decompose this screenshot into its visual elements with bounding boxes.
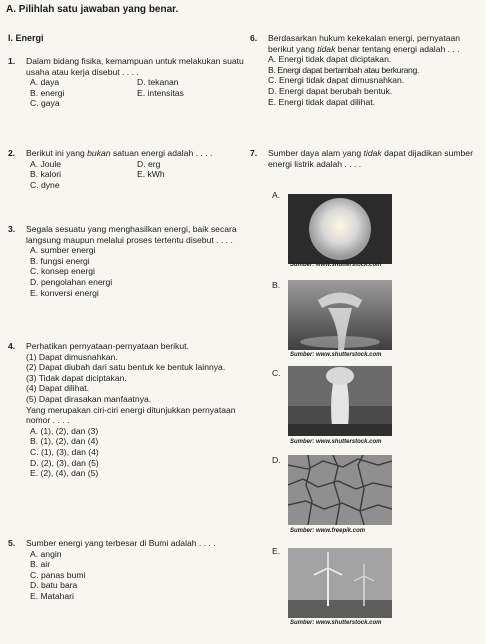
option-b[interactable]: B. Energi dapat bertambah atau berkurang. xyxy=(268,64,419,75)
option-d[interactable]: D. batu bara xyxy=(30,580,78,591)
option-e[interactable]: E. xyxy=(272,546,281,556)
question-3 xyxy=(8,224,244,298)
option-d[interactable]: D. pengolahan energi xyxy=(30,276,113,287)
statement: (2) Dapat diubah dari satu bentuk ke bentuk lainnya. xyxy=(26,362,226,373)
option-b[interactable]: B. air xyxy=(30,559,51,570)
option-a[interactable]: A. Joule xyxy=(30,158,62,169)
option-a[interactable]: A. xyxy=(272,190,281,200)
option-e[interactable]: E. Matahari xyxy=(30,590,74,601)
section-title: A. Pilihlah satu jawaban yang benar. xyxy=(6,4,179,15)
image-caption: Sumber: www.shutterstock.com xyxy=(290,620,382,626)
option-c[interactable]: C. Energi tidak dapat dimusnahkan. xyxy=(268,75,405,86)
question-number: 6. xyxy=(250,33,258,43)
question-6 xyxy=(250,33,478,107)
option-c[interactable]: C. (1), (3), dan (4) xyxy=(30,446,99,457)
option-e[interactable]: E. (2), (4), dan (5) xyxy=(30,468,99,479)
options xyxy=(268,54,478,107)
options xyxy=(30,549,244,602)
question-number: 5. xyxy=(8,538,16,548)
option-a[interactable]: A. sumber energi xyxy=(30,245,96,256)
question-number: 7. xyxy=(250,148,258,158)
question-text: Segala sesuatu yang menghasilkan energi, baik secara langsung maupun melalui proses tertentu disebut . . . . xyxy=(26,224,237,245)
option-d[interactable]: D. xyxy=(272,455,281,465)
question-text: Yang merupakan ciri-ciri energi ditunjukkan pernyataan nomor . . . . xyxy=(26,404,236,426)
statement: (1) Dapat dimusnahkan. xyxy=(26,351,118,362)
statement: (3) Tidak dapat diciptakan. xyxy=(26,372,127,383)
water-icon[interactable] xyxy=(288,280,392,350)
question-5 xyxy=(8,538,244,602)
statement: (4) Dapat dilihat. xyxy=(26,383,90,394)
question-text: Berikut ini yang bukan satuan energi adalah . . . . xyxy=(26,148,213,158)
sun-icon[interactable] xyxy=(288,194,392,264)
image-caption: Sumber: www.shutterstock.com xyxy=(290,439,382,445)
option-b[interactable]: B. energi xyxy=(30,87,65,98)
option-c[interactable]: C. konsep energi xyxy=(30,266,95,277)
option-a[interactable]: A. (1), (2), dan (3) xyxy=(30,425,99,436)
option-b[interactable]: B. (1), (2), dan (4) xyxy=(30,436,99,447)
option-a[interactable]: A. daya xyxy=(30,77,60,88)
question-2 xyxy=(8,148,244,190)
option-b[interactable]: B. kalori xyxy=(30,169,62,180)
question-text: Sumber energi yang terbesar di Bumi adalah . . . . xyxy=(26,538,216,548)
options xyxy=(30,159,244,191)
question-number: 1. xyxy=(8,56,16,66)
option-d[interactable]: D. Energi dapat berubah bentuk. xyxy=(268,85,393,96)
image-caption: Sumber: www.freepik.com xyxy=(290,528,366,534)
option-d[interactable]: D. tekanan xyxy=(137,77,179,88)
option-b[interactable]: B. xyxy=(272,280,281,290)
option-c[interactable]: C. dyne xyxy=(30,179,60,190)
question-number: 3. xyxy=(8,224,16,234)
question-text: Berdasarkan hukum kekekalan energi, pernyataan berikut yang tidak benar tentang energi adalah . . . xyxy=(268,33,461,54)
option-e[interactable]: E. Energi tidak dapat dilihat. xyxy=(268,96,376,107)
question-4 xyxy=(8,341,244,479)
option-c[interactable]: C. xyxy=(272,368,281,378)
dry-soil-icon[interactable] xyxy=(288,455,392,525)
image-caption: Sumber: www.shutterstock.com xyxy=(290,262,382,268)
options xyxy=(30,77,244,109)
question-text: Sumber daya alam yang tidak dapat dijadikan sumber energi listrik adalah . . . . xyxy=(268,148,473,169)
statement: (5) Dapat dirasakan manfaatnya. xyxy=(26,393,152,404)
geyser-icon[interactable] xyxy=(288,366,392,436)
option-d[interactable]: D. (2), (3), dan (5) xyxy=(30,457,99,468)
option-a[interactable]: A. Energi tidak dapat diciptakan. xyxy=(268,54,392,65)
wind-turbine-icon[interactable] xyxy=(288,548,392,618)
question-number: 2. xyxy=(8,148,16,158)
question-1 xyxy=(8,56,244,109)
question-text: Dalam bidang fisika, kemampuan untuk melakukan suatu usaha atau kerja disebut . . . . xyxy=(26,56,244,77)
topic-heading: I. Energi xyxy=(8,33,44,43)
option-c[interactable]: C. panas bumi xyxy=(30,569,86,580)
option-b[interactable]: B. fungsi energi xyxy=(30,255,90,266)
image-caption: Sumber: www.shutterstock.com xyxy=(290,352,382,358)
option-a[interactable]: A. angin xyxy=(30,548,62,559)
statement-list xyxy=(26,352,244,405)
question-number: 4. xyxy=(8,341,16,351)
options xyxy=(30,426,244,479)
option-e[interactable]: E. kWh xyxy=(137,169,165,180)
question-7 xyxy=(250,148,478,169)
options xyxy=(30,245,244,298)
option-e[interactable]: E. intensitas xyxy=(137,87,184,98)
option-d[interactable]: D. erg xyxy=(137,158,161,169)
question-intro: Perhatikan pernyataan-pernyataan berikut. xyxy=(26,341,189,351)
option-e[interactable]: E. konversi energi xyxy=(30,287,99,298)
option-c[interactable]: C. gaya xyxy=(30,98,60,109)
